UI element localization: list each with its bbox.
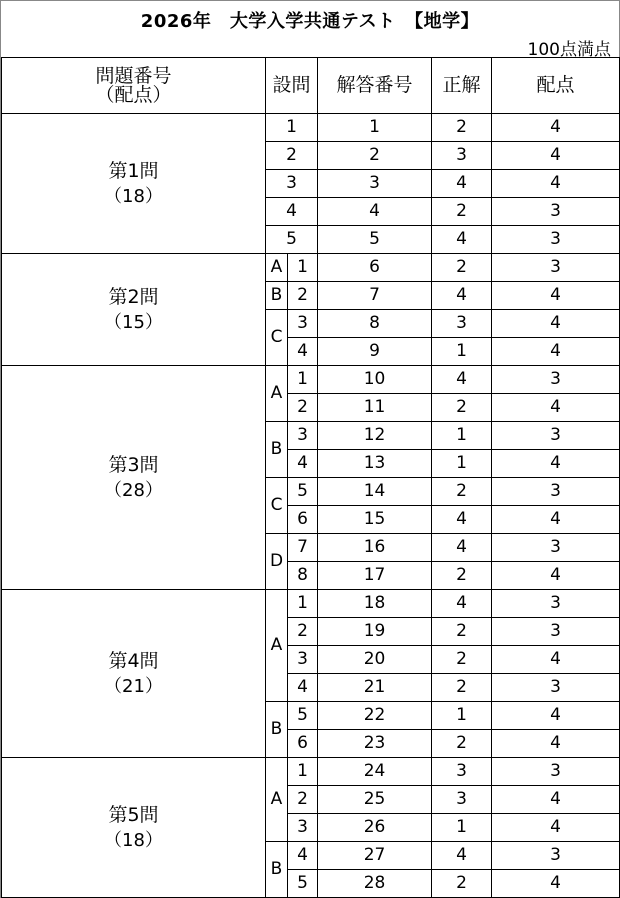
question-number: 3: [288, 310, 318, 338]
answer-number: 28: [318, 870, 432, 898]
question-number: 4: [288, 450, 318, 478]
header-problem: [2, 58, 266, 114]
correct-answer: 2: [432, 730, 492, 758]
header-problem-points-label: （配点）: [95, 83, 172, 106]
subgroup-label: B: [266, 702, 288, 758]
answer-number: 3: [318, 170, 432, 198]
correct-answer: 1: [432, 702, 492, 730]
answer-number: 20: [318, 646, 432, 674]
answer-number: 13: [318, 450, 432, 478]
answer-row: [2, 254, 620, 282]
correct-answer: 4: [432, 590, 492, 618]
answer-number: 8: [318, 310, 432, 338]
correct-answer: 4: [432, 282, 492, 310]
section-name: 第1問: [108, 159, 159, 182]
points-value: 4: [492, 646, 620, 674]
answer-number: 26: [318, 814, 432, 842]
correct-answer: 3: [432, 786, 492, 814]
section-points: （28）: [104, 480, 163, 502]
question-number: 1: [266, 114, 318, 142]
correct-answer: 2: [432, 562, 492, 590]
question-number: 8: [288, 562, 318, 590]
subgroup-label: A: [266, 758, 288, 842]
question-number: 3: [288, 814, 318, 842]
question-number: 5: [288, 870, 318, 898]
points-value: 4: [492, 142, 620, 170]
header-question: 設問: [266, 58, 318, 114]
points-value: 4: [492, 506, 620, 534]
header-points: 配点: [492, 58, 620, 114]
question-number: 1: [288, 254, 318, 282]
correct-answer: 4: [432, 506, 492, 534]
points-value: 4: [492, 114, 620, 142]
correct-answer: 4: [432, 366, 492, 394]
correct-answer: 4: [432, 534, 492, 562]
correct-answer: 1: [432, 338, 492, 366]
correct-answer: 4: [432, 170, 492, 198]
points-value: 3: [492, 534, 620, 562]
subgroup-label: B: [266, 422, 288, 478]
points-value: 3: [492, 618, 620, 646]
question-number: 1: [288, 590, 318, 618]
question-number: 4: [266, 198, 318, 226]
correct-answer: 3: [432, 758, 492, 786]
question-number: 3: [288, 422, 318, 450]
answer-number: 4: [318, 198, 432, 226]
correct-answer: 2: [432, 870, 492, 898]
question-number: 6: [288, 506, 318, 534]
section-cell: [2, 590, 266, 758]
correct-answer: 1: [432, 814, 492, 842]
subgroup-label: C: [266, 310, 288, 366]
correct-answer: 2: [432, 674, 492, 702]
answer-number: 16: [318, 534, 432, 562]
question-number: 4: [288, 338, 318, 366]
answer-number: 19: [318, 618, 432, 646]
points-value: 4: [492, 730, 620, 758]
section-name: 第3問: [108, 453, 159, 476]
question-number: 5: [266, 226, 318, 254]
subgroup-label: B: [266, 282, 288, 310]
answer-number: 14: [318, 478, 432, 506]
answer-number: 11: [318, 394, 432, 422]
points-value: 4: [492, 814, 620, 842]
answer-number: 22: [318, 702, 432, 730]
subgroup-label: A: [266, 590, 288, 702]
question-number: 3: [266, 170, 318, 198]
answer-row: [2, 590, 620, 618]
answer-number: 12: [318, 422, 432, 450]
answer-number: 10: [318, 366, 432, 394]
full-score-note: 100点満点: [527, 40, 611, 60]
question-number: 7: [288, 534, 318, 562]
correct-answer: 2: [432, 478, 492, 506]
section-cell: [2, 758, 266, 898]
question-number: 1: [288, 758, 318, 786]
answer-number: 1: [318, 114, 432, 142]
section-cell: [2, 114, 266, 254]
answer-row: [2, 366, 620, 394]
answer-number: 23: [318, 730, 432, 758]
answer-number: 24: [318, 758, 432, 786]
section-points: （15）: [104, 312, 163, 334]
subgroup-label: D: [266, 534, 288, 590]
points-value: 4: [492, 702, 620, 730]
correct-answer: 2: [432, 394, 492, 422]
correct-answer: 2: [432, 618, 492, 646]
answer-table: [1, 57, 620, 898]
page-title: 2026年 大学入学共通テスト 【地学】: [140, 11, 480, 32]
question-number: 2: [288, 786, 318, 814]
question-number: 5: [288, 478, 318, 506]
header-correct: 正解: [432, 58, 492, 114]
section-cell: [2, 366, 266, 590]
points-value: 4: [492, 394, 620, 422]
question-number: 2: [288, 282, 318, 310]
answer-number: 27: [318, 842, 432, 870]
correct-answer: 3: [432, 310, 492, 338]
question-number: 4: [288, 674, 318, 702]
question-number: 1: [288, 366, 318, 394]
answer-number: 5: [318, 226, 432, 254]
answer-number: 15: [318, 506, 432, 534]
correct-answer: 4: [432, 226, 492, 254]
subgroup-label: C: [266, 478, 288, 534]
points-value: 4: [492, 170, 620, 198]
points-value: 4: [492, 562, 620, 590]
question-number: 2: [266, 142, 318, 170]
section-name: 第2問: [108, 285, 159, 308]
section-points: （18）: [104, 186, 163, 208]
points-value: 3: [492, 226, 620, 254]
question-number: 6: [288, 730, 318, 758]
points-value: 3: [492, 842, 620, 870]
points-value: 4: [492, 310, 620, 338]
answer-number: 17: [318, 562, 432, 590]
points-value: 3: [492, 478, 620, 506]
answer-number: 6: [318, 254, 432, 282]
question-number: 5: [288, 702, 318, 730]
correct-answer: 2: [432, 198, 492, 226]
answer-number: 25: [318, 786, 432, 814]
section-name: 第4問: [108, 649, 159, 672]
points-value: 3: [492, 590, 620, 618]
section-points: （21）: [104, 676, 163, 698]
correct-answer: 2: [432, 254, 492, 282]
correct-answer: 4: [432, 842, 492, 870]
header-row: [2, 58, 620, 114]
points-value: 3: [492, 198, 620, 226]
correct-answer: 1: [432, 450, 492, 478]
points-value: 4: [492, 786, 620, 814]
section-name: 第5問: [108, 803, 159, 826]
points-value: 3: [492, 366, 620, 394]
correct-answer: 1: [432, 422, 492, 450]
points-value: 4: [492, 450, 620, 478]
answer-number: 18: [318, 590, 432, 618]
question-number: 4: [288, 842, 318, 870]
question-number: 2: [288, 618, 318, 646]
subgroup-label: A: [266, 366, 288, 422]
points-value: 4: [492, 870, 620, 898]
header-problem-label: 問題番号: [95, 64, 172, 87]
points-value: 4: [492, 282, 620, 310]
subgroup-label: B: [266, 842, 288, 898]
question-number: 2: [288, 394, 318, 422]
points-value: 4: [492, 338, 620, 366]
answer-number: 21: [318, 674, 432, 702]
header-answer-number: 解答番号: [318, 58, 432, 114]
correct-answer: 2: [432, 646, 492, 674]
points-value: 3: [492, 254, 620, 282]
correct-answer: 3: [432, 142, 492, 170]
answer-row: [2, 758, 620, 786]
correct-answer: 2: [432, 114, 492, 142]
section-points: （18）: [104, 830, 163, 852]
answer-number: 2: [318, 142, 432, 170]
points-value: 3: [492, 422, 620, 450]
points-value: 3: [492, 758, 620, 786]
answer-number: 7: [318, 282, 432, 310]
points-value: 3: [492, 674, 620, 702]
answer-row: [2, 114, 620, 142]
question-number: 3: [288, 646, 318, 674]
subgroup-label: A: [266, 254, 288, 282]
section-cell: [2, 254, 266, 366]
answer-number: 9: [318, 338, 432, 366]
